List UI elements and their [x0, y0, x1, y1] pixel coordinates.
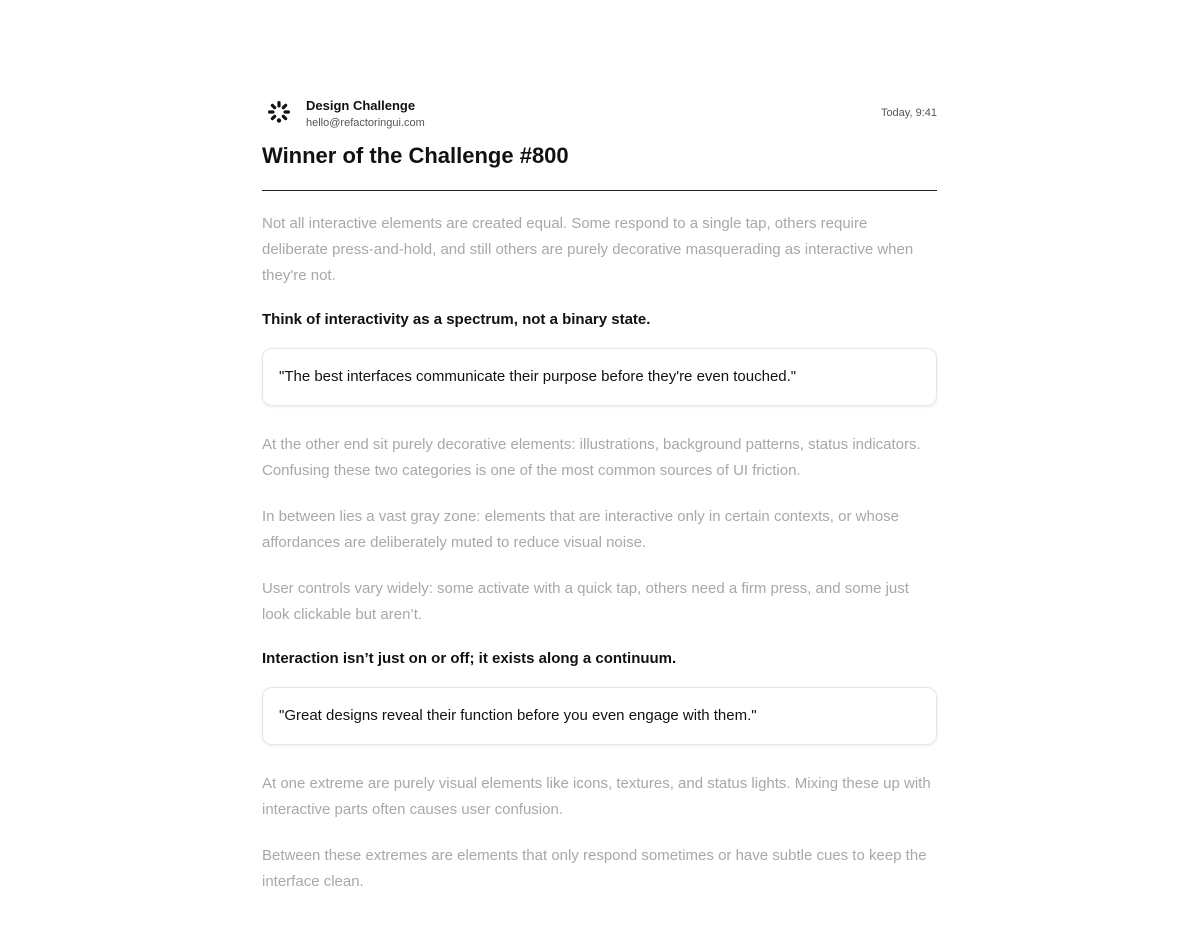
- email-view: [262, 95, 937, 915]
- body-paragraph: In between lies a vast gray zone: elements that are interactive only in certain contexts, or whose affordances are deliberately muted to reduce visual noise.: [262, 508, 900, 551]
- timestamp: Today, 9:41: [880, 107, 937, 119]
- quote-card: "Great designs reveal their function before you even engage with them.": [262, 687, 937, 745]
- sparkle-logo-icon: [266, 99, 292, 125]
- body-paragraph: At one extreme are purely visual elements like icons, textures, and status lights. Mixing these up with interactive parts often causes user confusion.: [262, 775, 931, 818]
- divider: [262, 190, 937, 191]
- sender-email[interactable]: hello@refactoringui.com: [306, 117, 425, 129]
- sender-info: [306, 98, 425, 131]
- emphasis-line: Interaction isn’t just on or off; it exists along a continuum.: [262, 650, 677, 667]
- body-paragraph: Between these extremes are elements that only respond sometimes or have subtle cues to keep the interface clean.: [262, 847, 927, 890]
- email-body: [262, 211, 937, 895]
- sender-name: Design Challenge: [306, 98, 416, 113]
- email-subject: Winner of the Challenge #800: [262, 143, 569, 168]
- body-paragraph: Not all interactive elements are created equal. Some respond to a single tap, others require deliberate press-and-hold, and still others are purely decorative masquerading as interactive when they're not.: [262, 215, 914, 284]
- body-paragraph: User controls vary widely: some activate with a quick tap, others need a firm press, and some just look clickable but aren’t.: [262, 580, 909, 623]
- email-header: [262, 95, 937, 131]
- emphasis-line: Think of interactivity as a spectrum, not a binary state.: [262, 311, 651, 328]
- quote-card: "The best interfaces communicate their purpose before they're even touched.": [262, 348, 937, 406]
- body-paragraph: At the other end sit purely decorative elements: illustrations, background patterns, status indicators. Confusing these two categories is one of the most common sources of UI friction.: [262, 436, 921, 479]
